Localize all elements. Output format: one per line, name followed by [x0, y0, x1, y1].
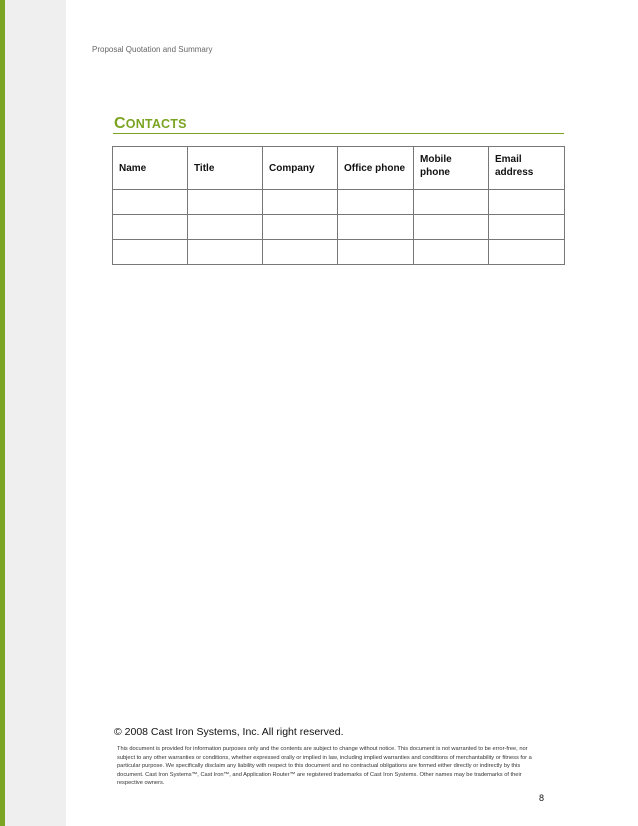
table-cell: [113, 215, 188, 240]
column-header-label: Office phone: [344, 162, 406, 174]
table-row: [113, 190, 565, 215]
column-header-label: Email: [495, 154, 522, 165]
table-cell: [263, 240, 338, 265]
column-header-label: Title: [194, 162, 215, 174]
table-cell: [263, 215, 338, 240]
section-title: [114, 115, 187, 133]
table-cell: [414, 190, 489, 215]
table-row: [113, 240, 565, 265]
table-cell: [414, 240, 489, 265]
section-title-rest: ONTACTS: [125, 117, 187, 131]
table-cell: [338, 240, 414, 265]
table-cell: [188, 190, 263, 215]
table-cell: [113, 240, 188, 265]
column-header-label-line2: address: [495, 167, 534, 178]
table-cell: [489, 190, 565, 215]
legal-disclaimer: This document is provided for information purposes only and the contents are subject to change without notice. This document is not warranted to be error-free, nor subject to any other warranties or conditions, whether expressed orally or implied in law, including implied warranties and conditions of merchantability or fitness for a particular purpose. We specifically disclaim any liability with respect to this document and no contractual obligations are formed either directly or indirectly by this document. Cast Iron Systems™, Cast Iron™, and Application Router™ are registered trademarks of Cast Iron Systems. Other names may be trademarks of their respective owners.: [117, 746, 532, 786]
column-header-name: [113, 147, 188, 190]
contacts-header-row: [113, 147, 565, 190]
column-header-office-phone: [338, 147, 414, 190]
column-header-label: Mobile: [420, 154, 452, 165]
accent-bar: [0, 0, 5, 826]
table-cell: [414, 215, 489, 240]
table-cell: [489, 240, 565, 265]
column-header-mobile-phone: [414, 147, 489, 190]
column-header-label: Company: [269, 162, 315, 174]
table-cell: [113, 190, 188, 215]
section-title-rule: [113, 133, 564, 134]
column-header-company: [263, 147, 338, 190]
left-margin-band: [0, 0, 66, 826]
running-header: Proposal Quotation and Summary: [92, 45, 213, 54]
table-row: [113, 215, 565, 240]
table-cell: [338, 215, 414, 240]
table-cell: [489, 215, 565, 240]
section-title-initial: C: [114, 115, 126, 132]
table-cell: [188, 240, 263, 265]
page-number: 8: [539, 793, 545, 803]
column-header-email-address: [489, 147, 565, 190]
table-cell: [188, 215, 263, 240]
copyright-notice: © 2008 Cast Iron Systems, Inc. All right reserved.: [114, 726, 344, 738]
contacts-table: [112, 146, 565, 265]
column-header-label: Name: [119, 162, 147, 174]
table-cell: [338, 190, 414, 215]
table-cell: [263, 190, 338, 215]
column-header-title: [188, 147, 263, 190]
column-header-label-line2: phone: [420, 167, 450, 178]
